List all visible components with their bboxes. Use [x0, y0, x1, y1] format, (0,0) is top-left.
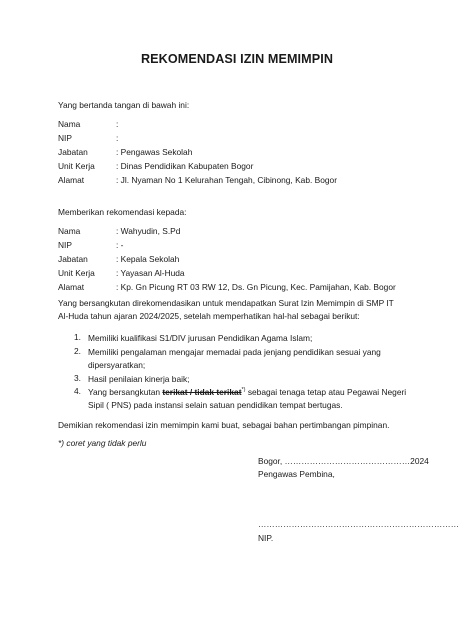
recommend-intro-text: Memberikan rekomendasi kepada: [58, 207, 187, 217]
condition-item-2-line-2: dipersyaratkan; [88, 360, 146, 370]
signer-address-label: Alamat [58, 175, 85, 185]
condition-item-1: Memiliki kualifikasi S1/DIV jurusan Pendidikan Agama Islam; [88, 333, 313, 343]
condition-item-4-suffix: sebagai tenaga tetap atau Pegawai Negeri [247, 387, 407, 397]
signer-position-label: Jabatan [58, 147, 88, 157]
condition-item-2-line-1: Memiliki pengalaman mengajar memadai pada jenjang pendidikan sesuai yang [88, 347, 381, 357]
signature-role: Pengawas Pembina, [258, 469, 335, 479]
document-title: REKOMENDASI IZIN MEMIMPIN [140, 52, 334, 66]
signer-position-value: : Pengawas Sekolah [116, 147, 193, 157]
closing-text: Demikian rekomendasi izin memimpin kami buat, sebagai bahan pertimbangan pimpinan. [58, 420, 390, 430]
signer-name-value: : [116, 119, 119, 129]
signature-nip: NIP. [258, 533, 274, 543]
signer-nip-label: NIP [58, 133, 72, 143]
recipient-position-label: Jabatan [58, 254, 88, 264]
recipient-name-label: Nama [58, 226, 81, 236]
recipient-address-label: Alamat [58, 282, 85, 292]
condition-item-4-prefix: Yang bersangkutan [88, 387, 161, 397]
recipient-nip-label: NIP [58, 240, 72, 250]
condition-number: 1. [74, 332, 81, 342]
signature-name-line: ……………………………………………………………… [258, 519, 459, 529]
signer-unit-label: Unit Kerja [58, 161, 95, 171]
recipient-unit-label: Unit Kerja [58, 268, 95, 278]
intro-text: Yang bertanda tangan di bawah ini: [58, 100, 190, 110]
body-line-2: Al-Huda tahun ajaran 2024/2025, setelah memperhatikan hal-hal sebagai berikut: [58, 311, 360, 321]
condition-number: 2. [74, 346, 81, 356]
condition-number: 3. [74, 373, 81, 383]
recipient-address-value: : Kp. Gn Picung RT 03 RW 12, Ds. Gn Picung, Kec. Pamijahan, Kab. Bogor [116, 282, 396, 292]
footnote-text: *) coret yang tidak perlu [58, 438, 147, 448]
condition-item-4-line-1 [88, 386, 416, 398]
signer-name-label: Nama [58, 119, 81, 129]
condition-item-4-strike: terikat / tidak terikat [162, 387, 242, 397]
condition-number: 4. [74, 386, 81, 396]
signer-address-value: : Jl. Nyaman No 1 Kelurahan Tengah, Cibinong, Kab. Bogor [116, 175, 337, 185]
recipient-nip-value: : - [116, 240, 124, 250]
signer-unit-value: : Dinas Pendidikan Kabupaten Bogor [116, 161, 254, 171]
signer-nip-value: : [116, 133, 119, 143]
signature-place-date: Bogor, ………………………………………2024 [258, 456, 429, 466]
recipient-unit-value: : Yayasan Al-Huda [116, 268, 185, 278]
condition-item-4-line-2: Sipil ( PNS) pada instansi selain satuan pendidikan tempat bertugas. [88, 400, 343, 410]
condition-item-3: Hasil penilaian kinerja baik; [88, 374, 190, 384]
recipient-name-value: : Wahyudin, S.Pd [116, 226, 181, 236]
body-line-1: Yang bersangkutan direkomendasikan untuk mendapatkan Surat Izin Memimpin di SMP IT [58, 298, 394, 308]
footnote-marker: *) [241, 387, 246, 394]
recipient-position-value: : Kepala Sekolah [116, 254, 180, 264]
